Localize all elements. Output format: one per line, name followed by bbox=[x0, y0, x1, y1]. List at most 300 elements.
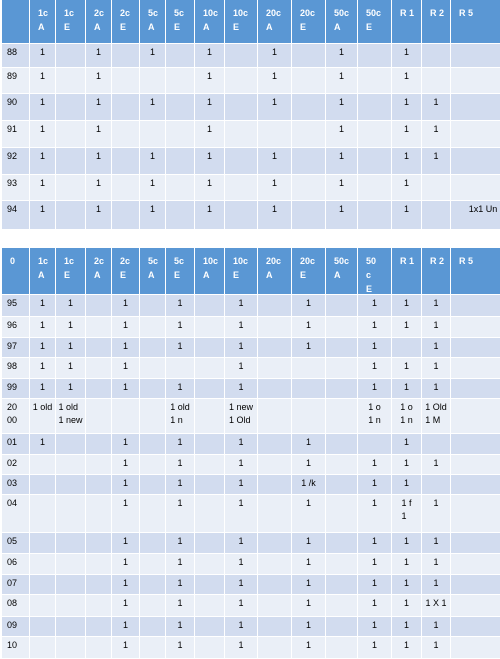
table-cell bbox=[86, 533, 112, 554]
table-cell bbox=[451, 94, 500, 121]
header-cell: 20c A bbox=[258, 248, 292, 295]
table-cell bbox=[292, 44, 326, 68]
header-cell: R 1 bbox=[392, 248, 422, 295]
table-cell: 1 bbox=[112, 595, 140, 617]
table-cell: 1 bbox=[112, 575, 140, 595]
table-cell: 1 bbox=[292, 575, 326, 595]
table-cell: 1 old bbox=[30, 399, 56, 434]
table-cell: 1 bbox=[422, 455, 451, 475]
table-cell: 1 bbox=[140, 201, 166, 230]
table-cell bbox=[195, 399, 225, 434]
table-cell bbox=[358, 434, 392, 455]
table-cell: 1 bbox=[326, 68, 358, 94]
table-cell: 1 bbox=[56, 317, 86, 338]
table-cell: 1 bbox=[258, 44, 292, 68]
table-cell: 1 bbox=[292, 338, 326, 358]
table-cell: 1 bbox=[166, 379, 195, 399]
table-cell bbox=[451, 175, 500, 201]
table-cell bbox=[140, 495, 166, 533]
table-cell: 1 bbox=[166, 637, 195, 659]
header-cell: 5c E bbox=[166, 0, 195, 44]
table-cell bbox=[258, 379, 292, 399]
table-cell bbox=[258, 455, 292, 475]
table-cell: 1 bbox=[112, 338, 140, 358]
table-cell bbox=[140, 475, 166, 495]
header-cell: 10c E bbox=[225, 0, 258, 44]
table-cell: 1x1 Un bbox=[451, 201, 500, 230]
table-cell: 1 bbox=[392, 358, 422, 379]
table-cell bbox=[225, 44, 258, 68]
table-cell: 1 bbox=[225, 379, 258, 399]
table-cell: 1 bbox=[30, 68, 56, 94]
table-cell bbox=[258, 358, 292, 379]
table-cell bbox=[140, 434, 166, 455]
table-cell bbox=[326, 455, 358, 475]
header-cell: 5c E bbox=[166, 248, 195, 295]
table-cell bbox=[86, 475, 112, 495]
row-label: 99 bbox=[2, 379, 30, 399]
table-cell: 1 bbox=[358, 617, 392, 637]
table-cell bbox=[422, 201, 451, 230]
table-cell: 1 bbox=[422, 317, 451, 338]
table-cell bbox=[140, 637, 166, 659]
header-cell: 2c A bbox=[86, 248, 112, 295]
table-cell: 1 bbox=[86, 148, 112, 175]
row-label: 98 bbox=[2, 358, 30, 379]
table-cell bbox=[86, 295, 112, 317]
table-cell bbox=[225, 94, 258, 121]
table-cell bbox=[195, 575, 225, 595]
table-cell: 1 o 1 n bbox=[392, 399, 422, 434]
table-cell bbox=[56, 44, 86, 68]
table-cell bbox=[140, 399, 166, 434]
table-cell: 1 bbox=[195, 175, 225, 201]
table-cell bbox=[195, 595, 225, 617]
table-cell bbox=[140, 317, 166, 338]
table-cell: 1 bbox=[422, 495, 451, 533]
table-cell: 1 bbox=[140, 148, 166, 175]
table-cell bbox=[140, 295, 166, 317]
table-cell bbox=[56, 595, 86, 617]
header-cell: 2c A bbox=[86, 0, 112, 44]
table-cell: 1 bbox=[292, 554, 326, 575]
table-cell: 1 bbox=[166, 295, 195, 317]
table-cell bbox=[166, 121, 195, 148]
table-cell: 1 bbox=[358, 455, 392, 475]
table-cell: 1 bbox=[358, 338, 392, 358]
table-cell bbox=[30, 495, 56, 533]
table-cell bbox=[292, 175, 326, 201]
table-cell: 1 bbox=[195, 201, 225, 230]
table-cell: 1 bbox=[112, 317, 140, 338]
table-cell bbox=[451, 455, 500, 475]
table-cell bbox=[140, 68, 166, 94]
table-cell bbox=[451, 554, 500, 575]
table-cell bbox=[195, 317, 225, 338]
table-cell bbox=[166, 68, 195, 94]
table-cell: 1 bbox=[225, 455, 258, 475]
table-cell bbox=[140, 379, 166, 399]
table-cell bbox=[30, 617, 56, 637]
table-cell: 1 bbox=[30, 148, 56, 175]
table-cell: 1 bbox=[140, 94, 166, 121]
table-cell bbox=[358, 121, 392, 148]
table-cell: 1 bbox=[225, 575, 258, 595]
table-cell: 1 bbox=[112, 455, 140, 475]
table-cell bbox=[56, 148, 86, 175]
table-cell: 1 bbox=[30, 175, 56, 201]
table-cell: 1 bbox=[225, 434, 258, 455]
table-cell: 1 bbox=[30, 358, 56, 379]
table-cell bbox=[56, 175, 86, 201]
table-cell bbox=[451, 317, 500, 338]
table-cell bbox=[258, 434, 292, 455]
row-label: 06 bbox=[2, 554, 30, 575]
header-cell: 50 c E bbox=[358, 248, 392, 295]
table-cell bbox=[292, 379, 326, 399]
table-cell bbox=[56, 575, 86, 595]
table-cell bbox=[56, 121, 86, 148]
table-cell bbox=[451, 637, 500, 659]
table-cell: 1 bbox=[30, 94, 56, 121]
table-cell: 1 bbox=[258, 68, 292, 94]
row-label: 95 bbox=[2, 295, 30, 317]
header-cell: 50c A bbox=[326, 0, 358, 44]
table-cell: 1 new 1 Old bbox=[225, 399, 258, 434]
table-cell: 1 bbox=[392, 44, 422, 68]
header-cell: 20c E bbox=[292, 248, 326, 295]
table-cell: 1 bbox=[112, 495, 140, 533]
table-cell: 1 bbox=[422, 148, 451, 175]
table-cell bbox=[422, 434, 451, 455]
table-cell bbox=[86, 434, 112, 455]
table-cell: 1 bbox=[358, 475, 392, 495]
table-cell bbox=[258, 554, 292, 575]
table-cell bbox=[166, 148, 195, 175]
table-cell bbox=[422, 44, 451, 68]
row-label: 91 bbox=[2, 121, 30, 148]
header-cell: 5c A bbox=[140, 248, 166, 295]
table-cell bbox=[140, 121, 166, 148]
table-cell: 1 bbox=[392, 575, 422, 595]
coin-table-1988-1994 bbox=[2, 0, 496, 253]
table-cell bbox=[30, 554, 56, 575]
row-label: 20 00 bbox=[2, 399, 30, 434]
table-cell: 1 bbox=[30, 317, 56, 338]
table-cell: 1 bbox=[358, 317, 392, 338]
table-cell bbox=[86, 495, 112, 533]
table-cell bbox=[326, 358, 358, 379]
table-cell: 1 bbox=[358, 358, 392, 379]
table-cell: 1 bbox=[195, 94, 225, 121]
table-cell bbox=[326, 637, 358, 659]
table-cell bbox=[56, 533, 86, 554]
table-cell: 1 bbox=[86, 94, 112, 121]
table-cell bbox=[451, 434, 500, 455]
table-cell: 1 f 1 bbox=[392, 495, 422, 533]
table-cell: 1 bbox=[392, 175, 422, 201]
table-cell bbox=[258, 295, 292, 317]
table-cell bbox=[56, 94, 86, 121]
row-label: 97 bbox=[2, 338, 30, 358]
table-cell bbox=[86, 338, 112, 358]
header-cell: 2c E bbox=[112, 248, 140, 295]
table-cell bbox=[195, 495, 225, 533]
table-cell bbox=[166, 175, 195, 201]
table-cell bbox=[56, 637, 86, 659]
table-cell bbox=[258, 317, 292, 338]
table-cell: 1 bbox=[392, 317, 422, 338]
table-cell: 1 bbox=[140, 175, 166, 201]
table-cell bbox=[326, 399, 358, 434]
header-cell: R 5 bbox=[451, 248, 500, 295]
table-cell: 1 bbox=[422, 295, 451, 317]
table-cell bbox=[451, 617, 500, 637]
table-cell: 1 bbox=[56, 358, 86, 379]
table-cell: 1 bbox=[422, 575, 451, 595]
table-cell: 1 bbox=[422, 617, 451, 637]
table-cell bbox=[112, 175, 140, 201]
header-cell: 50c A bbox=[326, 248, 358, 295]
table-cell: 1 bbox=[195, 121, 225, 148]
table-cell bbox=[422, 175, 451, 201]
table-cell: 1 bbox=[225, 617, 258, 637]
table-cell: 1 bbox=[358, 637, 392, 659]
table-cell: 1 bbox=[112, 379, 140, 399]
row-label: 08 bbox=[2, 595, 30, 617]
table-cell bbox=[56, 455, 86, 475]
table-cell bbox=[358, 201, 392, 230]
row-label: 01 bbox=[2, 434, 30, 455]
table-cell bbox=[326, 575, 358, 595]
table-cell: 1 o 1 n bbox=[358, 399, 392, 434]
table-cell: 1 bbox=[422, 121, 451, 148]
table-cell bbox=[258, 399, 292, 434]
table-cell: 1 bbox=[86, 68, 112, 94]
table-cell bbox=[195, 637, 225, 659]
table-cell: 1 bbox=[392, 637, 422, 659]
header-cell: 2c E bbox=[112, 0, 140, 44]
table-cell bbox=[56, 617, 86, 637]
table-cell bbox=[140, 533, 166, 554]
table-cell: 1 bbox=[166, 455, 195, 475]
row-label: 07 bbox=[2, 575, 30, 595]
table-cell: 1 bbox=[326, 121, 358, 148]
table-cell bbox=[86, 358, 112, 379]
table-cell bbox=[195, 554, 225, 575]
row-label: 92 bbox=[2, 148, 30, 175]
table-cell bbox=[112, 121, 140, 148]
table-cell: 1 bbox=[30, 121, 56, 148]
header-cell: 1c A bbox=[30, 248, 56, 295]
row-label: 10 bbox=[2, 637, 30, 659]
header-cell: R 5 bbox=[451, 0, 500, 44]
table-cell: 1 bbox=[392, 94, 422, 121]
table-cell: 1 bbox=[326, 44, 358, 68]
table-cell: 1 bbox=[112, 533, 140, 554]
table-cell bbox=[225, 148, 258, 175]
table-cell: 1 bbox=[195, 44, 225, 68]
table-cell bbox=[451, 495, 500, 533]
table-cell bbox=[166, 94, 195, 121]
table-cell: 1 bbox=[86, 175, 112, 201]
table-cell bbox=[358, 68, 392, 94]
header-cell: 1c E bbox=[56, 248, 86, 295]
table-cell bbox=[422, 68, 451, 94]
table-cell bbox=[451, 475, 500, 495]
table-cell bbox=[56, 434, 86, 455]
table-cell: 1 bbox=[166, 317, 195, 338]
table-cell bbox=[56, 201, 86, 230]
row-label: 96 bbox=[2, 317, 30, 338]
table-cell: 1 bbox=[392, 595, 422, 617]
table-cell: 1 bbox=[358, 575, 392, 595]
table-cell: 1 bbox=[358, 595, 392, 617]
table-cell bbox=[258, 637, 292, 659]
table-cell: 1 old 1 new bbox=[56, 399, 86, 434]
table-cell bbox=[225, 201, 258, 230]
table-cell: 1 bbox=[292, 295, 326, 317]
table-cell bbox=[358, 44, 392, 68]
header-cell: 10c E bbox=[225, 248, 258, 295]
table-cell bbox=[451, 533, 500, 554]
table-cell: 1 bbox=[358, 554, 392, 575]
row-label: 05 bbox=[2, 533, 30, 554]
header-cell: 50c E bbox=[358, 0, 392, 44]
table-cell: 1 bbox=[86, 121, 112, 148]
table-cell: 1 bbox=[30, 201, 56, 230]
table-cell bbox=[225, 68, 258, 94]
table-cell: 1 bbox=[422, 554, 451, 575]
table-cell: 1 bbox=[30, 44, 56, 68]
table-cell: 1 bbox=[422, 637, 451, 659]
table-cell bbox=[258, 617, 292, 637]
table-cell: 1 bbox=[422, 338, 451, 358]
table-cell: 1 bbox=[225, 295, 258, 317]
table-cell: 1 bbox=[392, 201, 422, 230]
table-cell bbox=[140, 617, 166, 637]
table-cell bbox=[195, 338, 225, 358]
table-cell bbox=[292, 399, 326, 434]
table-cell bbox=[195, 295, 225, 317]
table-cell: 1 bbox=[166, 595, 195, 617]
table-cell: 1 bbox=[258, 94, 292, 121]
table-cell: 1 bbox=[166, 338, 195, 358]
table-cell: 1 bbox=[195, 148, 225, 175]
table-cell: 1 bbox=[392, 455, 422, 475]
table-cell: 1 bbox=[166, 475, 195, 495]
table-cell: 1 bbox=[392, 475, 422, 495]
table-cell bbox=[140, 575, 166, 595]
row-label: 94 bbox=[2, 201, 30, 230]
table-cell bbox=[112, 148, 140, 175]
table-cell bbox=[358, 148, 392, 175]
table-cell bbox=[225, 175, 258, 201]
table-cell: 1 bbox=[30, 338, 56, 358]
table-cell: 1 bbox=[326, 175, 358, 201]
table-cell: 1 bbox=[292, 495, 326, 533]
table-cell bbox=[422, 475, 451, 495]
table-cell bbox=[326, 317, 358, 338]
table-cell: 1 bbox=[112, 617, 140, 637]
table-cell bbox=[112, 44, 140, 68]
table-cell bbox=[451, 68, 500, 94]
table-cell bbox=[326, 617, 358, 637]
header-cell: 0 bbox=[2, 248, 30, 295]
table-cell bbox=[451, 399, 500, 434]
row-label: 09 bbox=[2, 617, 30, 637]
table-cell: 1 bbox=[392, 533, 422, 554]
row-label: 93 bbox=[2, 175, 30, 201]
table-cell bbox=[326, 338, 358, 358]
table-cell bbox=[326, 554, 358, 575]
table-cell bbox=[195, 475, 225, 495]
table-cell: 1 bbox=[112, 434, 140, 455]
header-cell: 1c E bbox=[56, 0, 86, 44]
table-cell bbox=[451, 121, 500, 148]
table-cell: 1 bbox=[292, 533, 326, 554]
table-cell bbox=[56, 68, 86, 94]
table-cell bbox=[86, 399, 112, 434]
table-cell: 1 bbox=[225, 358, 258, 379]
table-cell bbox=[451, 379, 500, 399]
table-cell: 1 bbox=[30, 295, 56, 317]
table-cell bbox=[195, 455, 225, 475]
table-cell: 1 bbox=[326, 148, 358, 175]
table-cell: 1 bbox=[112, 295, 140, 317]
table-cell: 1 bbox=[258, 148, 292, 175]
table-cell: 1 bbox=[112, 358, 140, 379]
table-cell bbox=[258, 595, 292, 617]
table-cell bbox=[451, 295, 500, 317]
table-cell bbox=[30, 475, 56, 495]
table-cell bbox=[258, 533, 292, 554]
table-cell bbox=[292, 148, 326, 175]
table-cell bbox=[86, 554, 112, 575]
table-cell bbox=[451, 575, 500, 595]
table-cell bbox=[326, 379, 358, 399]
table-cell bbox=[140, 338, 166, 358]
row-label: 03 bbox=[2, 475, 30, 495]
header-cell: R 2 bbox=[422, 248, 451, 295]
table-cell bbox=[166, 358, 195, 379]
table-cell: 1 bbox=[225, 338, 258, 358]
table-cell bbox=[392, 338, 422, 358]
table-cell: 1 bbox=[422, 533, 451, 554]
table-cell: 1 bbox=[225, 595, 258, 617]
table-cell bbox=[86, 575, 112, 595]
table-cell: 1 bbox=[195, 68, 225, 94]
header-cell: 20c A bbox=[258, 0, 292, 44]
table-cell bbox=[140, 358, 166, 379]
table-cell: 1 bbox=[225, 533, 258, 554]
table-cell bbox=[86, 379, 112, 399]
table-cell: 1 bbox=[392, 617, 422, 637]
table-cell bbox=[140, 455, 166, 475]
table-cell: 1 bbox=[86, 201, 112, 230]
table-cell: 1 bbox=[292, 595, 326, 617]
header-cell bbox=[2, 0, 30, 44]
table-cell: 1 bbox=[225, 317, 258, 338]
row-label: 04 bbox=[2, 495, 30, 533]
table-cell: 1 /k bbox=[292, 475, 326, 495]
header-cell: 5c A bbox=[140, 0, 166, 44]
table-cell bbox=[451, 358, 500, 379]
table-cell: 1 bbox=[292, 434, 326, 455]
table-cell: 1 bbox=[392, 148, 422, 175]
table-cell bbox=[451, 595, 500, 617]
table-cell bbox=[86, 455, 112, 475]
